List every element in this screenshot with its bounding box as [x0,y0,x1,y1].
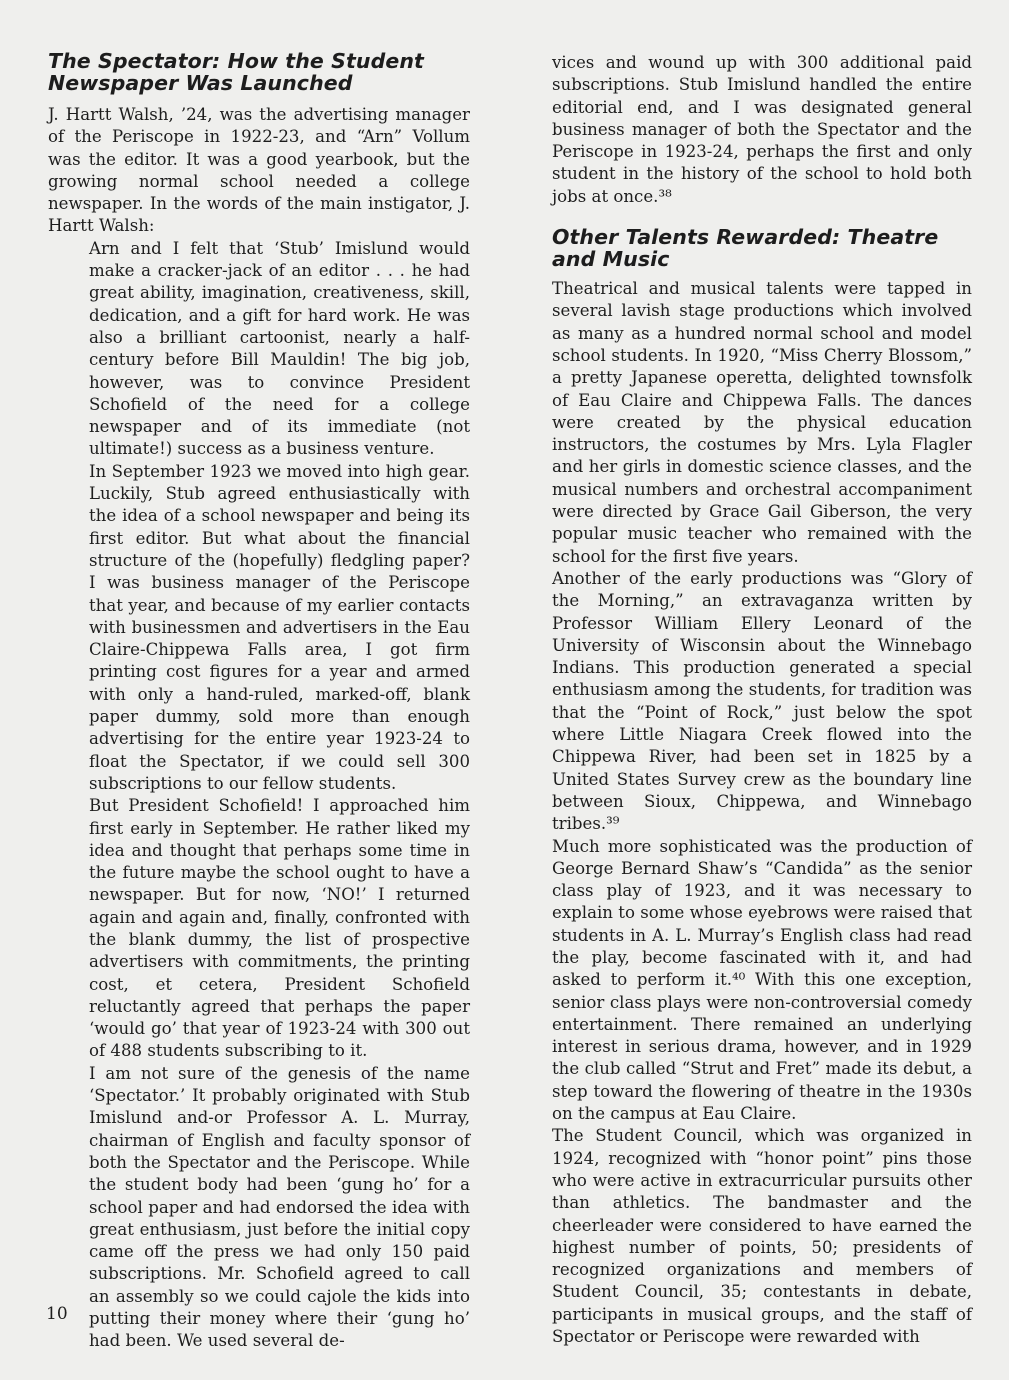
continuation-paragraph: vices and wound up with 300 additional paid subscriptions. Stub Imislund handled the entire editorial end, and I was designated general business manager of both the Spectator and the Periscope in 1923-24, perhaps the first and only student in the history of the school to hold both jobs at once.³⁸ [552,53,972,206]
right-column [552,52,972,1348]
page-number: 10 [46,1304,68,1324]
theatre-paragraph-1: Theatrical and musical talents were tapped in several lavish stage productions which involved as many as a hundred normal school and model school students. In 1920, “Miss Cherry Blossom,” a pretty Japanese operetta, delighted townsfolk of Eau Claire and Chippewa Falls. The dances were created by the physical education instructors, the costumes by Mrs. Lyla Flagler and her girls in domestic science classes, and the musical numbers and orchestral accompaniment were directed by Grace Gail Giberson, the very popular music teacher who remained with the school for the first five years. [552,279,972,566]
theatre-paragraph-3: Much more sophisticated was the production of George Bernard Shaw’s “Candida” as the senior class play of 1923, and it was necessary to explain to some whose eyebrows were raised that students in A. L. Murray’s English class had read the play, become fascinated with it, and had asked to perform it.⁴⁰ With this one exception, senior class plays were non-controversial comedy entertainment. There remained an underlying interest in serious drama, however, and in 1929 the club called “Strut and Fret” made its debut, a step toward the flowering of theatre in the 1930s on the campus at Eau Claire. [552,836,972,1124]
walsh-quote [89,238,470,1353]
quote-paragraph-2: In September 1923 we moved into high gear. Luckily, Stub agreed enthusiastically with the idea of a school newspaper and being its first editor. But what about the financial structure of the (hopefully) fledgling paper? I was business manager of the Periscope that year, and because of my earlier contacts with businessmen and advertisers in the Eau Claire-Chippewa Falls area, I got firm printing cost figures for a year and armed with only a hand-ruled, marked-off, blank paper dummy, sold more than enough advertising for the entire year 1923-24 to float the Spectator, if we could sell 300 subscriptions to our fellow students. [89,461,470,793]
quote-paragraph-1: Arn and I felt that ‘Stub’ Imislund would make a cracker-jack of an editor . . . he had great ability, imagination, creativeness, skill, dedication, and a gift for hard work. He was also a brilliant cartoonist, nearly a half-century before Bill Mauldin! The big job, however, was to convince President Schofield of the need for a college newspaper and of its immediate (not ultimate!) success as a business venture. [89,238,470,459]
section-heading-theatre: Other Talents Rewarded: Theatre and Music [552,225,939,272]
quote-paragraph-4: I am not sure of the genesis of the name ‘Spectator.’ It probably originated with Stub Imislund and-or Professor A. L. Murray, chairman of English and faculty sponsor of both the Spectator and the Periscope. While the student body had been ‘gung ho’ for a school paper and had endorsed the idea with great enthusiasm, just before the initial copy came off the press we had only 150 paid subscriptions. Mr. Schofield agreed to call an assembly so we could cajole the kids into putting their money where their ‘gung ho’ had been. We used several de- [89,1063,470,1351]
left-column [48,50,470,1353]
theatre-paragraph-2: Another of the early productions was “Glory of the Morning,” an extravaganza written by Professor William Ellery Leonard of the University of Wisconsin about the Winnebago Indians. This production generated a special enthusiasm among the students, for tradition was that the “Point of Rock,” just below the spot where Little Niagara Creek flowed into the Chippewa River, had been set in 1825 by a United States Survey crew as the boundary line between Sioux, Chippewa, and Winnebago tribes.³⁹ [552,568,972,834]
theatre-paragraph-4: The Student Council, which was organized in 1924, recognized with “honor point” pins those who were active in extracurricular pursuits other than athletics. The bandmaster and the cheerleader were considered to have earned the highest number of points, 50; presidents of recognized organizations and members of Student Council, 35; contestants in debate, participants in musical groups, and the staff of Spectator or Periscope were rewarded with [552,1126,972,1347]
section-heading-spectator: The Spectator: How the Student Newspaper Was Launched [48,49,424,95]
quote-paragraph-3: But President Schofield! I approached him first early in September. He rather liked my idea and thought that perhaps some time in the future maybe the school ought to have a newspaper. But for now, ‘NO!’ I returned again and again and, finally, confronted with the blank dummy, the list of prospective advertisers with commitments, the printing cost, et cetera, President Schofield reluctantly agreed that perhaps the paper ‘would go’ that year of 1923-24 with 300 out of 488 students subscribing to it. [89,796,470,1061]
intro-paragraph: J. Hartt Walsh, ’24, was the advertising manager of the Periscope in 1922-23, and “Arn” Vollum was the editor. It was a good yearbook, but the growing normal school needed a college newspaper. In the words of the main instigator, J. Hartt Walsh: [48,105,470,236]
